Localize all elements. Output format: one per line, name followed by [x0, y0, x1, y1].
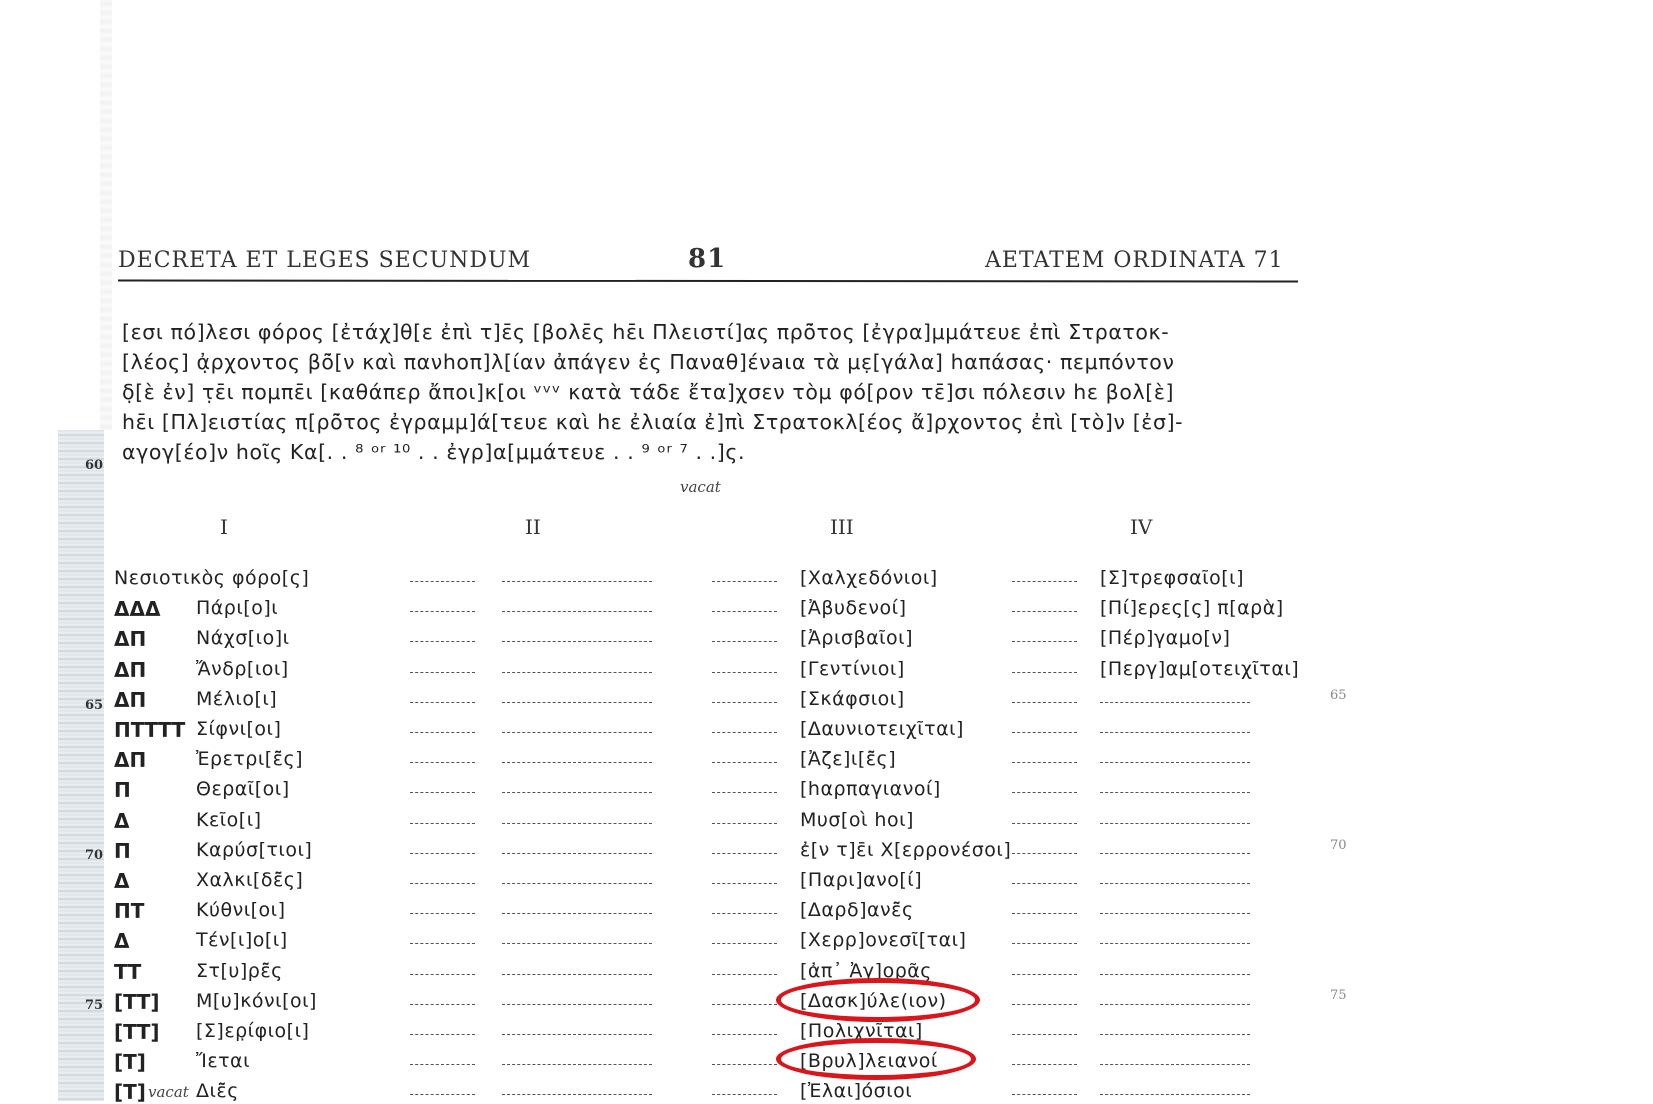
- city-name-col3: [hαρπαγιανοί]: [800, 778, 941, 800]
- lacuna-dash: [502, 641, 652, 642]
- text-line: hε̄ι [Πλ]ειστίας π[ρο̄͂τος ἐγραμμ]ά[τευε καὶ hε ἐλιαία ἐ]πὶ Στρατοκλ[έος ἄ]ρχοντος ἐπὶ [τὸ]ν [ἐσ]-: [122, 410, 1184, 434]
- lacuna-dash: [1100, 792, 1250, 793]
- lacuna-dash: [410, 913, 475, 914]
- lacuna-dash: [502, 823, 652, 824]
- lacuna-dash: [1100, 762, 1250, 763]
- lacuna-dash: [410, 974, 475, 975]
- lacuna-dash: [1012, 672, 1077, 673]
- lacuna-dash: [410, 611, 475, 612]
- tribute-amount: ΔΠ: [114, 627, 147, 651]
- lacuna-dash: [502, 913, 652, 914]
- tribute-amount: [Τ]: [114, 1080, 146, 1104]
- city-name-col3: Μυσ[οὶ hοι]: [800, 809, 914, 831]
- lacuna-dash: [1100, 1094, 1250, 1095]
- lacuna-dash: [1100, 974, 1250, 975]
- lacuna-dash: [1012, 792, 1077, 793]
- lacuna-dash: [712, 672, 777, 673]
- running-header-right: AETATEM ORDINATA 71: [985, 248, 1284, 273]
- tribute-amount: [Τ]: [114, 1050, 146, 1074]
- lacuna-dash: [1100, 913, 1250, 914]
- city-name-col4: [Πί]ερες[ς] π[αρὰ]: [1100, 597, 1284, 619]
- city-name: Πάρι[ο]ι: [196, 597, 279, 619]
- tribute-amount: Π: [114, 839, 131, 863]
- running-header-left: DECRETA ET LEGES SECUNDUM: [118, 248, 532, 273]
- lacuna-dash: [502, 1094, 652, 1095]
- lacuna-dash: [502, 974, 652, 975]
- lacuna-dash: [1012, 1034, 1077, 1035]
- lacuna-dash: [410, 823, 475, 824]
- lacuna-dash: [410, 732, 475, 733]
- lacuna-dash: [410, 762, 475, 763]
- lacuna-dash: [410, 1004, 475, 1005]
- lacuna-dash: [410, 853, 475, 854]
- lacuna-dash: [712, 913, 777, 914]
- lacuna-dash: [712, 1004, 777, 1005]
- lacuna-dash: [502, 1004, 652, 1005]
- vacat-label: vacat: [680, 478, 721, 496]
- tribute-amount: ΔΔΔ: [114, 597, 161, 621]
- tribute-amount: ΔΠ: [114, 688, 147, 712]
- lacuna-dash: [502, 732, 652, 733]
- city-name-col3: [Δαρδ]ανε̄͂ς: [800, 899, 914, 921]
- city-name-col3: [Παρι]ανο[ί]: [800, 869, 923, 891]
- lacuna-dash: [502, 1064, 652, 1065]
- city-name: Μέλιο[ι]: [196, 688, 278, 710]
- city-name-col3: [Γεντίνιοι]: [800, 658, 905, 680]
- column-header-i: I: [220, 515, 228, 539]
- lacuna-dash: [502, 611, 652, 612]
- city-name-col3: [Χερρ]ονεσῖ[ται]: [800, 929, 967, 951]
- text-line: [λέος] ἀ̣ρχοντος βο̄͂[ν καὶ πανhοπ]λ[ίαν ἀπάγεν ἐς Παναθ]ένaια τὰ με̣[γάλα] hαπάσας· πεμπόντον: [122, 350, 1175, 374]
- lacuna-dash: [712, 641, 777, 642]
- lacuna-dash: [712, 974, 777, 975]
- vacat-label: vacat: [148, 1083, 189, 1101]
- right-line-number-75: 75: [1330, 988, 1347, 1003]
- city-name: Νεσιοτικὸς φόρο[ς]: [114, 567, 310, 589]
- city-name: Χαλκι[δε̄͂ς]: [196, 869, 304, 891]
- lacuna-dash: [1100, 1034, 1250, 1035]
- lacuna-dash: [410, 581, 475, 582]
- lacuna-dash: [712, 702, 777, 703]
- lacuna-dash: [712, 762, 777, 763]
- city-name: Θεραῖ[οι]: [196, 778, 290, 800]
- lacuna-dash: [1012, 702, 1077, 703]
- lacuna-dash: [712, 1064, 777, 1065]
- city-name-col3: [Δασκ]ύλε(ιον): [800, 990, 947, 1012]
- city-name-col3: [Ἀζε]ι[ε̄͂ς]: [800, 748, 897, 770]
- right-line-number-65: 65: [1330, 688, 1347, 703]
- tribute-amount: ΠΤΤΤΤ: [114, 718, 186, 742]
- city-name: Μ[υ]κόνι[οι]: [196, 990, 317, 1012]
- lacuna-dash: [1012, 611, 1077, 612]
- city-name: Κύθνι[οι]: [196, 899, 286, 921]
- tribute-amount: ΠΤ: [114, 899, 145, 923]
- lacuna-dash: [410, 702, 475, 703]
- lacuna-dash: [502, 883, 652, 884]
- lacuna-dash: [1100, 823, 1250, 824]
- lacuna-dash: [712, 1034, 777, 1035]
- header-rule: [118, 279, 1298, 282]
- city-name: Διε̄͂ς: [196, 1080, 239, 1102]
- city-name-col3: [Δαυνιοτειχῖται]: [800, 718, 964, 740]
- tribute-amount: Δ: [114, 869, 130, 893]
- city-name-col3: [Σκάφσιοι]: [800, 688, 905, 710]
- lacuna-dash: [410, 883, 475, 884]
- lacuna-dash: [712, 581, 777, 582]
- city-name-col4: [Πέρ]γαμο[ν]: [1100, 627, 1231, 649]
- lacuna-dash: [1100, 943, 1250, 944]
- city-name: Νάχσ[ιο]ι: [196, 627, 290, 649]
- city-name: [Σ]ερ̣ίφιο[ι]: [196, 1020, 310, 1042]
- city-name-col3: [Πολιχνῖται]: [800, 1020, 923, 1042]
- city-name-col3: [Ἀβυδενοί]: [800, 597, 907, 619]
- page-number: 81: [688, 244, 727, 274]
- lacuna-dash: [502, 1034, 652, 1035]
- lacuna-dash: [712, 853, 777, 854]
- right-line-number-70: 70: [1330, 838, 1347, 853]
- lacuna-dash: [1012, 1004, 1077, 1005]
- tribute-amount: ΔΠ: [114, 658, 147, 682]
- lacuna-dash: [410, 641, 475, 642]
- line-number-60: 60: [85, 458, 104, 473]
- line-number-75: 75: [85, 998, 104, 1013]
- lacuna-dash: [502, 792, 652, 793]
- lacuna-dash: [712, 883, 777, 884]
- city-name: Στ[υ]ρε̄͂ς: [196, 960, 283, 982]
- line-number-65: 65: [85, 698, 104, 713]
- line-number-70: 70: [85, 848, 104, 863]
- city-name-col4: [Σ]τρεφσαῖο[ι]: [1100, 567, 1245, 589]
- city-name-col3: [ἀπ᾽ Ἀγ]ορᾶς: [800, 960, 932, 982]
- lacuna-dash: [1012, 762, 1077, 763]
- lacuna-dash: [410, 943, 475, 944]
- city-name-col3: [Βρυλ]λειανοί: [800, 1050, 938, 1072]
- tribute-amount: ΤΤ: [114, 960, 142, 984]
- lacuna-dash: [1100, 702, 1250, 703]
- highlight-ellipse: [776, 978, 980, 1022]
- lacuna-dash: [502, 581, 652, 582]
- lacuna-dash: [1100, 853, 1250, 854]
- city-name: Ἴεται: [196, 1050, 250, 1072]
- lacuna-dash: [712, 611, 777, 612]
- lacuna-dash: [410, 1034, 475, 1035]
- city-name: Τέν[ι]ο[ι]: [196, 929, 288, 951]
- lacuna-dash: [1100, 1064, 1250, 1065]
- tribute-amount: Δ: [114, 809, 130, 833]
- city-name-col3: [Ἐλαι]όσιοι: [800, 1080, 913, 1102]
- lacuna-dash: [712, 1094, 777, 1095]
- column-header-ii: II: [525, 515, 541, 539]
- lacuna-dash: [1012, 1094, 1077, 1095]
- lacuna-dash: [502, 702, 652, 703]
- lacuna-dash: [1100, 883, 1250, 884]
- text-line: [εσι πό]λεσι φόρος [ἐτάχ]θ[ε ἐπὶ τ]ε̄ς [βολε̄ς hε̄ι Πλειστί]ας προ̄͂τος [ἐγρα]μμάτευε ἐπὶ Στρατοκ-: [122, 320, 1170, 344]
- scan-edge-shadow-top: [100, 0, 112, 430]
- lacuna-dash: [502, 943, 652, 944]
- lacuna-dash: [1012, 823, 1077, 824]
- lacuna-dash: [1012, 732, 1077, 733]
- lacuna-dash: [410, 1094, 475, 1095]
- tribute-amount: ΔΠ: [114, 748, 147, 772]
- tribute-amount: Π: [114, 778, 131, 802]
- lacuna-dash: [502, 853, 652, 854]
- lacuna-dash: [712, 823, 777, 824]
- lacuna-dash: [1012, 581, 1077, 582]
- lacuna-dash: [1012, 641, 1077, 642]
- lacuna-dash: [502, 672, 652, 673]
- lacuna-dash: [1012, 1064, 1077, 1065]
- lacuna-dash: [502, 762, 652, 763]
- city-name-col4: [Περγ]αμ[οτειχῖται]: [1100, 658, 1300, 680]
- lacuna-dash: [410, 672, 475, 673]
- city-name-col3: ἐ[ν τ]ε̄ι Χ[ερρονέσοι]: [800, 839, 1012, 861]
- lacuna-dash: [1012, 974, 1077, 975]
- lacuna-dash: [410, 1064, 475, 1065]
- city-name: Ἄνδρ[ιοι]: [196, 658, 289, 680]
- lacuna-dash: [712, 732, 777, 733]
- city-name-col3: [Χαλχεδόνιοι]: [800, 567, 938, 589]
- lacuna-dash: [1100, 1004, 1250, 1005]
- lacuna-dash: [712, 943, 777, 944]
- city-name: Καρύσ[τιοι]: [196, 839, 313, 861]
- city-name-col3: [Ἀρισβαῖοι]: [800, 627, 913, 649]
- tribute-amount: [ΤΤ]: [114, 990, 160, 1014]
- text-line: δ̣[ὲ ἐν] τ̣ε̄ι πομπε̄ι [καθάπερ ἄποι]κ[οι ᵛᵛᵛ κατὰ τάδε ἔτα]χσεν τὸμ φό[ρον τε̄]σι πόλεσιν hε βολ[ὲ]: [122, 380, 1175, 404]
- highlight-ellipse: [776, 1038, 976, 1080]
- lacuna-dash: [1100, 732, 1250, 733]
- tribute-amount: [ΤΤ]: [114, 1020, 160, 1044]
- text-line: αγογ[έο]ν hοῖς Κα[. . ⁸ ᵒʳ ¹⁰ . . ἐγρ]α[μμάτευε . . ⁹ ᵒʳ ⁷ . .]ς.: [122, 440, 746, 464]
- lacuna-dash: [1012, 913, 1077, 914]
- lacuna-dash: [1012, 853, 1077, 854]
- city-name: Κεῖο[ι]: [196, 809, 262, 831]
- city-name: Σίφνι[οι]: [196, 718, 282, 740]
- lacuna-dash: [410, 792, 475, 793]
- column-header-iv: IV: [1130, 515, 1153, 539]
- lacuna-dash: [712, 792, 777, 793]
- lacuna-dash: [1012, 883, 1077, 884]
- city-name: Ἐρετρι[ε̄͂ς]: [196, 748, 304, 770]
- tribute-amount: Δ: [114, 929, 130, 953]
- column-header-iii: III: [830, 515, 854, 539]
- lacuna-dash: [1012, 943, 1077, 944]
